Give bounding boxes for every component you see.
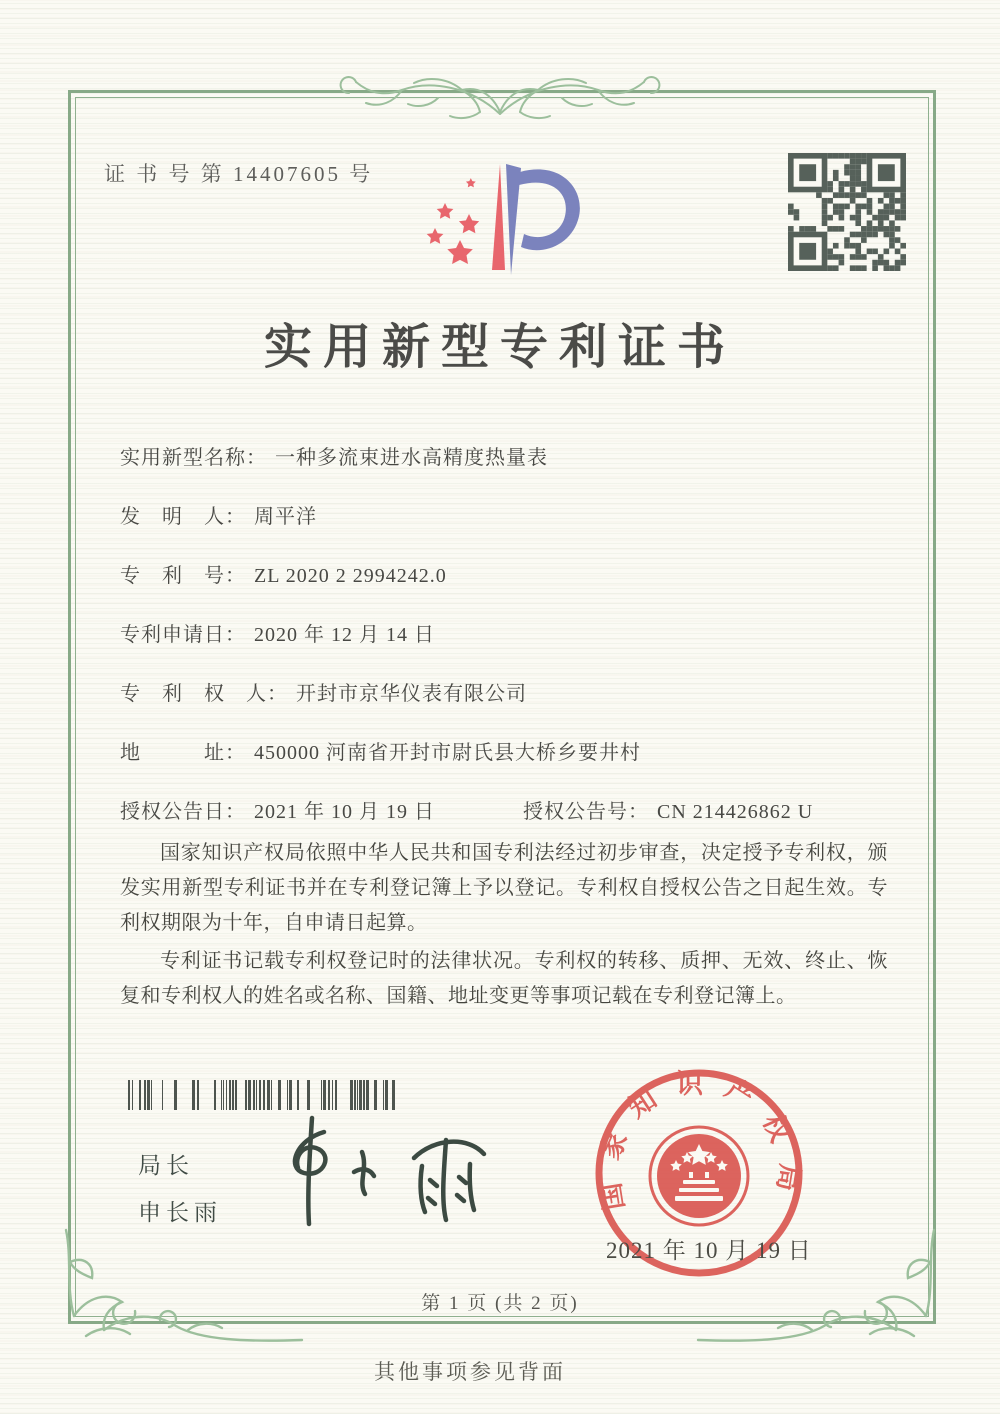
field-row-address (120, 739, 890, 768)
field-row-grant (120, 798, 890, 827)
field-value: 2020 年 12 月 14 日 (254, 624, 435, 646)
legal-text (120, 836, 888, 1014)
barcode (128, 1080, 400, 1110)
field-row-patentee (120, 680, 890, 709)
legal-paragraph-2: 专利证书记载专利权登记时的法律状况。专利权的转移、质押、无效、终止、恢复和专利权人的姓名或名称、国籍、地址变更等事项记载在专利登记簿上。 (120, 950, 888, 1007)
field-label: 专 利 权 人： (120, 683, 288, 705)
field-value: 一种多流束进水高精度热量表 (275, 447, 548, 469)
field-label: 地 址： (120, 742, 246, 764)
field-label: 专利申请日： (120, 624, 246, 646)
field-label: 专 利 号： (120, 565, 246, 587)
signature-handwriting (262, 1110, 532, 1235)
signer-block (138, 1142, 222, 1236)
grant-date-label: 授权公告日： (120, 801, 246, 823)
field-row-name (120, 444, 890, 473)
certificate-title: 实用新型专利证书 (263, 321, 736, 374)
field-row-filing-date (120, 621, 890, 650)
cnipa-logo (405, 148, 600, 298)
qr-code (788, 153, 906, 271)
field-label: 实用新型名称： (120, 447, 267, 469)
grant-date-value: 2021 年 10 月 19 日 (254, 801, 435, 823)
field-row-patent-number (120, 562, 890, 591)
field-value: 周平洋 (254, 506, 317, 528)
signer-title: 局长 (138, 1153, 194, 1178)
field-value: 开封市京华仪表有限公司 (296, 683, 527, 705)
reverse-side-note: 其他事项参见背面 (374, 1360, 566, 1384)
field-row-inventor (120, 503, 890, 532)
field-value: ZL 2020 2 2994242.0 (254, 565, 447, 587)
signer-name: 申长雨 (138, 1200, 222, 1225)
certificate-number: 证 书 号 第 14407605 号 (104, 162, 374, 186)
field-value: 450000 河南省开封市尉氏县大桥乡要井村 (254, 742, 641, 764)
grant-number-label: 授权公告号： (523, 801, 649, 823)
seal-agency-text: 国家知识产权局 (592, 1069, 806, 1213)
seal-date: 2021 年 10 月 19 日 (606, 1238, 812, 1263)
fields-block (120, 444, 890, 857)
grant-number-value: CN 214426862 U (657, 801, 814, 823)
page-indicator: 第 1 页 (共 2 页) (421, 1293, 579, 1314)
field-label: 发 明 人： (120, 506, 246, 528)
legal-paragraph-1: 国家知识产权局依照中华人民共和国专利法经过初步审查，决定授予专利权，颁发实用新型专利证书并在专利登记簿上予以登记。专利权自授权公告之日起生效。专利权期限为十年，自申请日起算。 (120, 842, 888, 934)
